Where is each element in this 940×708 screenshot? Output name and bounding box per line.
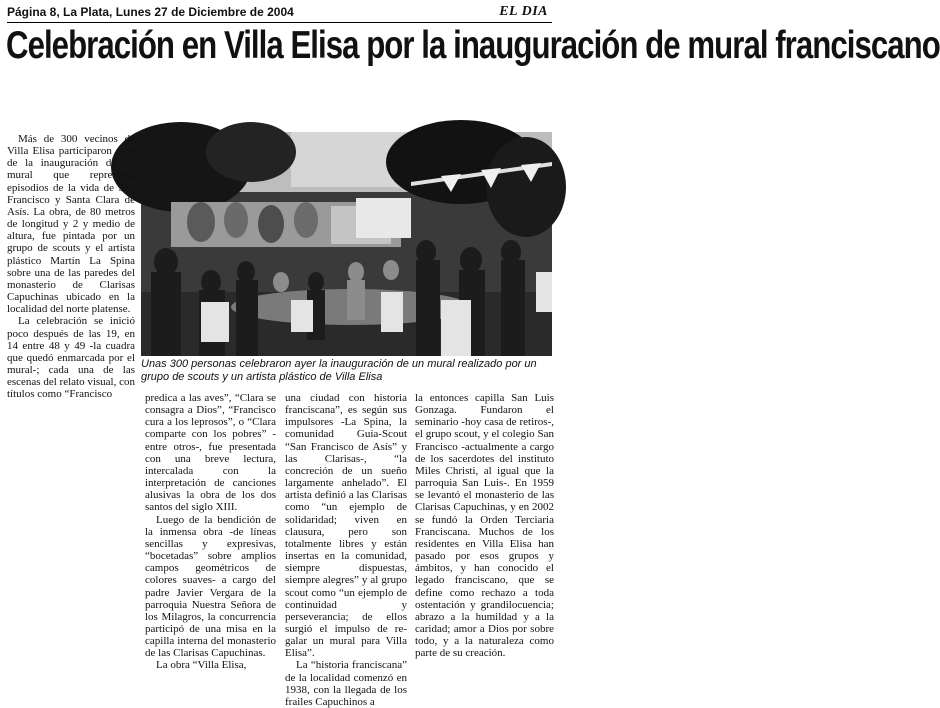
paragraph: una ciudad con historia franciscana”, es según sus impulsores -La Spina, la comunidad Guía-Scout “San Francisco de Asís” y las Clarisas-, “la concreción de un sueño largamente anhelado”. El artista definió a las Clarisas como “un ejemplo de solidaridad; viven en clausura, pero son totalmente libres y están insertas en la comunidad, siempre dispuestas, siempre alegres” y al grupo scout como “un ejemplo de continuidad y perseverancia; de ellos surgió el impulso de re-galar un mural para Villa Elisa”.	[285, 392, 407, 660]
page-masthead	[7, 5, 552, 21]
paragraph: Luego de la bendición de la inmensa obra -de líneas sencillas y expresivas, “bocetadas” sobre amplios campos geométricos de colores suaves- a cargo del padre Javier Vergara de la parroquia Nuestra Señora de los Milagros, la concurrencia participó de una misa en la capilla interna del monasterio de las Clarisas Capuchinas.	[145, 513, 276, 660]
paragraph: la entonces capilla San Luis Gonzaga. Fundaron el seminario -hoy casa de retiros-, el grupo scout, y el colegio San Francisco -actualmente a cargo de los sacerdotes del instituto Miles Christi, al igual que la parroquia San Luis-. En 1959 se levantó el monasterio de las Clarisas Capuchinas, y en 2002 se fundó la Orden Terciaria Franciscana. Muchos de los residentes en Villa Elisa han pasado por esos grupos y ámbitos, y han conocido el legado franciscano, que se define como rechazo a toda ostentación y grandilocuencia; abrazo a la humildad y a la caridad; amor a Dios por sobre todo, y a la naturaleza como parte de su creación.	[415, 392, 554, 660]
article-column-3	[285, 392, 407, 708]
article-photo	[141, 132, 552, 356]
issue-line: Página 8, La Plata, Lunes 27 de Diciembre de 2004	[7, 5, 294, 19]
paragraph: predica a las aves”, “Clara se consagra a Dios”, “Francisco cura a los leprosos”, o “Clara comparte con los pobres” -entre otros-, fue presentada con una breve lectura, intercalada con la interpretación de canciones alusivas la obra de los dos santos del siglo XIII.	[145, 392, 276, 514]
article-column-2	[145, 392, 276, 687]
paragraph: Más de 300 vecinos de Villa Elisa participaron ayer de la inauguración de un mural que representa episodios de la vida de San Francisco y Santa Clara de Asís. La obra, de 80 metros de longitud y 2 y medio de altura, fue pintada por un grupo de scouts y el artista plástico Martín La Spina sobre una de las paredes del monasterio de Clarisas Capuchinas ubicado en la localidad del norte platense.	[7, 133, 135, 316]
headline-text: Celebración en Villa Elisa por la inauguración de mural franciscano	[6, 24, 940, 67]
article-column-1	[7, 133, 135, 418]
paragraph: La obra “Villa Elisa,	[156, 659, 247, 672]
paragraph: La celebración se inició poco después de las 19, en 14 entre 48 y 49 -la cuadra que quedó enmarcada por el mural-; cada una de las escenas del relato visual, con títulos como “Francisco	[7, 315, 135, 401]
article-headline	[6, 24, 940, 67]
masthead-rule	[7, 22, 552, 23]
newspaper-logo: EL DIA	[499, 4, 548, 19]
article-column-4	[415, 392, 554, 687]
paragraph: La “historia franciscana” de la localidad comenzó en 1938, con la llegada de los frailes Capuchinos a	[285, 659, 407, 708]
photo-caption: Unas 300 personas celebraron ayer la inauguración de un mural realizado por un grupo de scouts y un artista plástico de Villa Elisa	[141, 358, 537, 383]
